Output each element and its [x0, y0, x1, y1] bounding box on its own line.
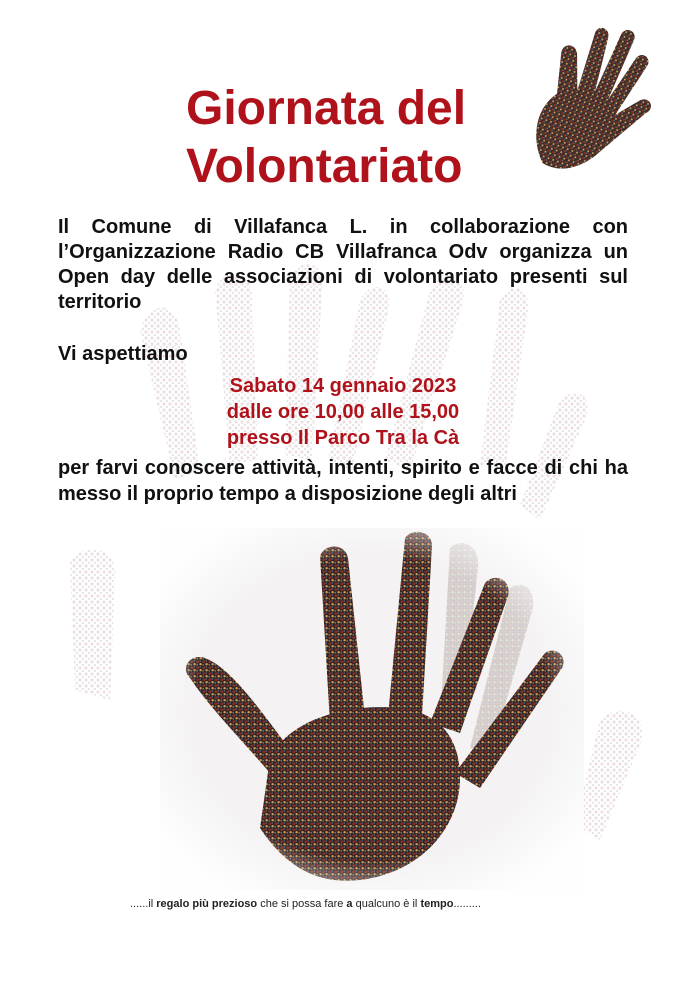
caption-bold-3: tempo: [420, 898, 454, 910]
title-line-2: Volontariato: [186, 140, 463, 193]
event-date: Sabato 14 gennaio 2023: [229, 375, 457, 397]
crowd-hand-icon: [518, 8, 678, 183]
caption-part-2: che si possa fare: [257, 898, 347, 910]
caption-bold-1: regalo più prezioso: [156, 898, 258, 910]
event-details: [58, 373, 628, 451]
intro-paragraph: Il Comune di Villafanca L. in collaborazione con l’Organizzazione Radio CB Villafranca Odv organizza un Open day delle associazioni di volontariato presenti sul territorio: [58, 216, 628, 313]
title-line-1: Giornata del: [186, 82, 467, 135]
page-title: [186, 80, 526, 196]
caption-part-3: qualcuno è il: [352, 898, 421, 910]
purpose-paragraph: per farvi conoscere attività, intenti, spirito e facce di chi ha messo il proprio tempo a disposizione degli altri: [58, 457, 628, 505]
caption-quote: [130, 898, 570, 910]
event-time: dalle ore 10,00 alle 15,00: [226, 401, 460, 423]
greeting: Vi aspettiamo: [58, 343, 188, 365]
caption-part-4: .........: [453, 898, 481, 910]
caption-bold-2: a: [346, 898, 353, 910]
event-place: presso Il Parco Tra la Cà: [226, 427, 460, 449]
crowd-hand-icon: [160, 528, 584, 890]
caption-part-1: ......il: [130, 898, 157, 910]
